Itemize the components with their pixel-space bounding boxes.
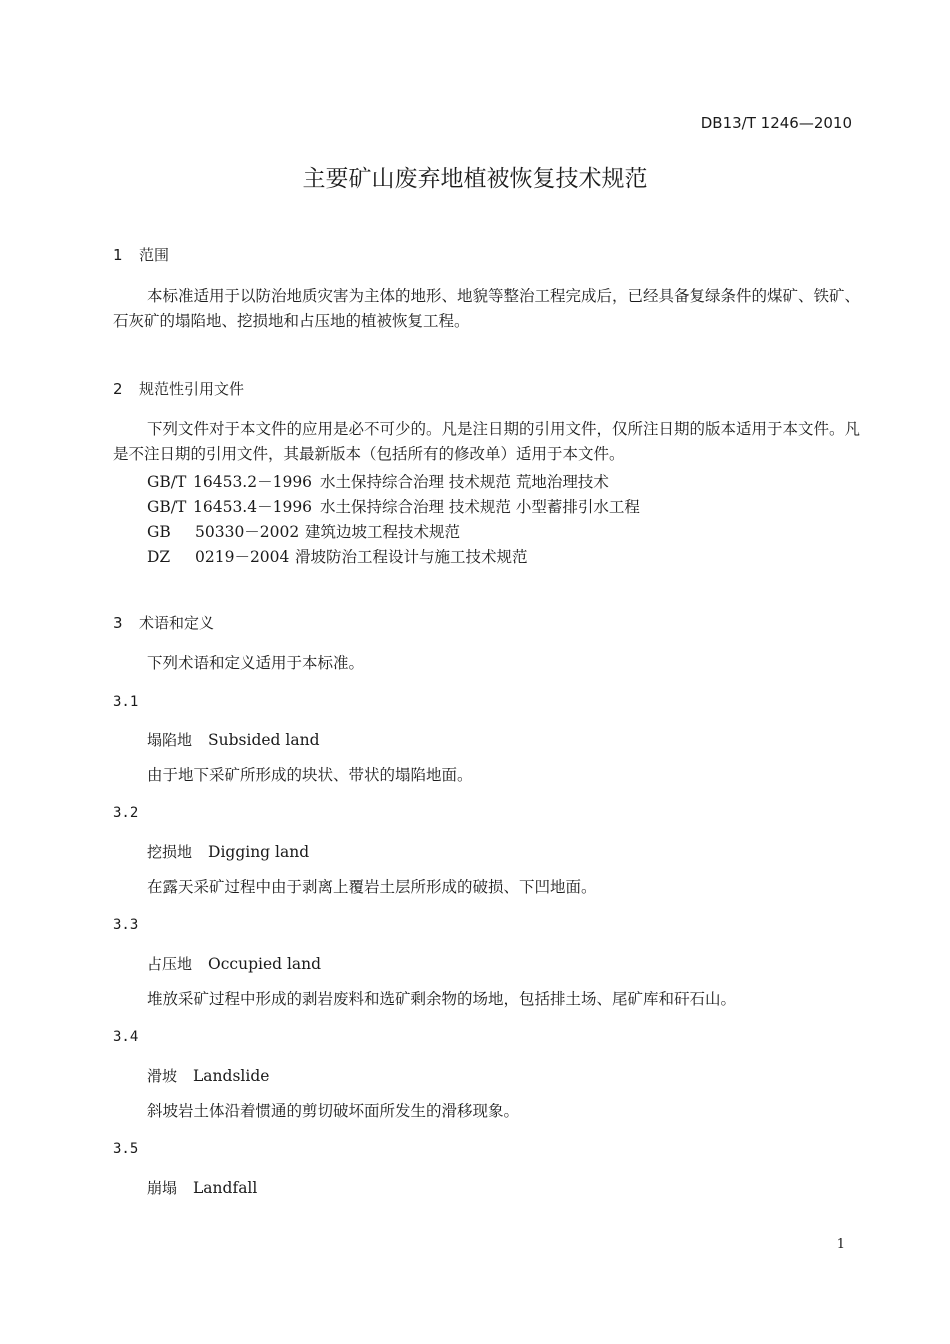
term-definition: 在露天采矿过程中由于剥离上覆岩土层所形成的破损、下凹地面。 <box>147 878 597 896</box>
term-zh: 塌陷地 <box>147 731 193 749</box>
section-number: 1 <box>113 246 123 264</box>
term-en: Landfall <box>193 1179 258 1197</box>
reference-item <box>147 470 609 492</box>
term-en: Landslide <box>193 1067 270 1085</box>
section-number: 3 <box>113 614 123 632</box>
ref-number: 0219－2004 <box>195 548 290 566</box>
document-title: 主要矿山废弃地植被恢复技术规范 <box>302 166 648 192</box>
section-title: 范围 <box>139 246 170 264</box>
section-paragraph: 下列术语和定义适用于本标准。 <box>147 654 365 672</box>
ref-title: 水土保持综合治理 技术规范 荒地治理技术 <box>320 473 609 491</box>
term-number: 3.2 <box>113 805 139 821</box>
ref-title: 水土保持综合治理 技术规范 小型蓄排引水工程 <box>320 498 640 516</box>
term-en: Occupied land <box>208 955 322 973</box>
section-title: 规范性引用文件 <box>139 380 245 398</box>
term-number: 3.3 <box>113 917 139 933</box>
term-zh: 崩塌 <box>147 1179 178 1197</box>
ref-code: GB/T <box>147 473 187 491</box>
reference-item <box>147 545 528 567</box>
term-heading <box>147 1177 257 1198</box>
term-number: 3.4 <box>113 1029 139 1045</box>
term-en: Subsided land <box>208 731 320 749</box>
term-heading <box>147 953 321 974</box>
ref-number: 16453.2－1996 <box>193 473 313 491</box>
ref-number: 50330－2002 <box>195 523 300 541</box>
term-zh: 挖损地 <box>147 843 193 861</box>
reference-item <box>147 495 640 517</box>
ref-code: DZ <box>147 548 171 566</box>
section-number: 2 <box>113 380 123 398</box>
ref-code: GB <box>147 523 171 541</box>
term-definition: 由于地下采矿所形成的块状、带状的塌陷地面。 <box>147 766 473 784</box>
term-definition: 斜坡岩土体沿着惯通的剪切破坏面所发生的滑移现象。 <box>147 1102 520 1120</box>
section-paragraph: 本标准适用于以防治地质灾害为主体的地形、地貌等整治工程完成后，已经具备复绿条件的煤矿、铁矿、石灰矿的塌陷地、挖损地和占压地的植被恢复工程。 <box>113 287 861 330</box>
ref-code: GB/T <box>147 498 187 516</box>
term-number: 3.1 <box>113 694 139 710</box>
section-heading-references <box>113 378 244 399</box>
reference-item <box>147 520 460 542</box>
term-en: Digging land <box>208 843 310 861</box>
document-number: DB13/T 1246—2010 <box>700 114 852 132</box>
page-number: 1 <box>836 1237 845 1252</box>
term-heading <box>147 729 320 750</box>
term-heading <box>147 841 309 862</box>
section-heading-terms <box>113 612 214 633</box>
ref-title: 滑坡防治工程设计与施工技术规范 <box>295 548 528 566</box>
section-paragraph: 下列文件对于本文件的应用是必不可少的。凡是注日期的引用文件，仅所注日期的版本适用于本文件。凡是不注日期的引用文件，其最新版本（包括所有的修改单）适用于本文件。 <box>113 420 861 463</box>
term-zh: 占压地 <box>147 955 193 973</box>
section-heading-scope <box>113 244 169 265</box>
term-heading <box>147 1065 269 1086</box>
term-zh: 滑坡 <box>147 1067 178 1085</box>
ref-number: 16453.4－1996 <box>193 498 313 516</box>
section-title: 术语和定义 <box>139 614 215 632</box>
term-number: 3.5 <box>113 1141 139 1157</box>
term-definition: 堆放采矿过程中形成的剥岩废料和选矿剩余物的场地，包括排土场、尾矿库和矸石山。 <box>147 990 737 1008</box>
ref-title: 建筑边坡工程技术规范 <box>305 523 461 541</box>
